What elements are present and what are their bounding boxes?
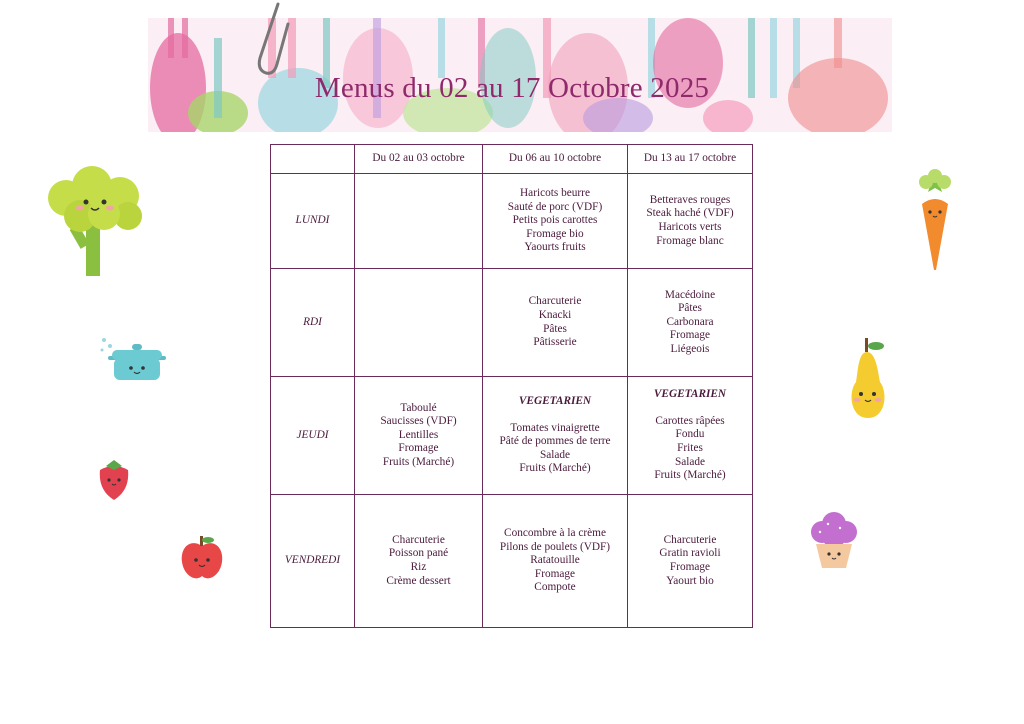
menu-item: Carottes râpées	[655, 414, 725, 427]
menu-item: Macédoine	[664, 288, 716, 301]
menu-item: Betteraves rouges	[649, 193, 731, 206]
menu-cell	[628, 377, 753, 495]
menu-item: Salade	[539, 448, 571, 461]
menu-cell	[628, 495, 753, 628]
menu-item: Fromage	[669, 329, 711, 342]
menu-item: Pâtes	[543, 322, 567, 335]
menu-item: Carbonara	[666, 315, 714, 328]
menu-item: Haricots beurre	[520, 187, 590, 200]
day-label: JEUDI	[271, 377, 355, 495]
menu-cell	[483, 269, 628, 377]
menu-item: Fromage	[398, 442, 439, 455]
menu-cell	[355, 174, 483, 269]
menu-item: Riz	[410, 561, 427, 573]
menu-item: Ratatouille	[530, 554, 580, 567]
table-row	[271, 269, 753, 377]
menu-cell	[355, 377, 483, 495]
day-label: VENDREDI	[271, 495, 355, 628]
menu-cell	[355, 269, 483, 377]
menu-item: Gratin ravioli	[659, 547, 721, 560]
day-label: LUNDI	[271, 174, 355, 269]
menu-item: Petits pois carottes	[512, 214, 598, 227]
menu-item: Crème dessert	[386, 574, 451, 587]
menu-table	[270, 144, 753, 628]
menu-item: Steak haché (VDF)	[646, 207, 734, 220]
header-cell-empty	[271, 145, 355, 174]
menu-item: Charcuterie	[392, 533, 445, 546]
menu-item: Liégeois	[670, 342, 710, 355]
menu-item: Frites	[677, 442, 703, 454]
menu-item: Fromage	[669, 561, 711, 573]
menu-item: Fromage	[534, 567, 576, 580]
menu-cell	[355, 495, 483, 628]
carrot-icon	[914, 166, 956, 274]
menu-item: Saucisses (VDF)	[380, 415, 457, 428]
page-title: Menus du 02 au 17 Octobre 2025	[314, 72, 710, 104]
menu-item: Concombre à la crème	[504, 527, 606, 540]
table-row	[271, 377, 753, 495]
day-label: RDI	[271, 269, 355, 377]
menu-cell	[483, 495, 628, 628]
header-cell-week-2: Du 06 au 10 octobre	[483, 145, 628, 174]
menu-item: Tomates vinaigrette	[510, 421, 600, 434]
vegetarian-tag: VEGETARIEN	[653, 388, 727, 401]
menu-item: Pilons de poulets (VDF)	[499, 540, 611, 553]
menu-item: Salade	[674, 455, 706, 468]
menu-item: Knacki	[538, 308, 572, 321]
menu-item: Fondu	[675, 428, 705, 441]
menu-item: Taboulé	[400, 401, 437, 414]
menu-item: Pâtisserie	[533, 336, 577, 349]
menu-item: Fruits (Marché)	[382, 455, 455, 468]
menu-item: Pâtes	[678, 302, 702, 315]
menu-item: Charcuterie	[528, 295, 582, 308]
menu-cell	[483, 174, 628, 269]
menu-item: Fromage bio	[526, 227, 584, 240]
cupcake-icon	[808, 510, 860, 570]
table-row	[271, 174, 753, 269]
paperclip-icon	[248, 0, 294, 80]
table-row	[271, 495, 753, 628]
menu-item: Lentilles	[398, 428, 439, 441]
menu-item: Fruits (Marché)	[654, 469, 726, 482]
broccoli-icon	[44, 166, 146, 278]
menu-item: Charcuterie	[663, 533, 717, 546]
menu-item: Yaourts fruits	[524, 241, 586, 254]
header-cell-week-3: Du 13 au 17 octobre	[628, 145, 753, 174]
menu-item: Fromage blanc	[656, 234, 724, 247]
menu-cell	[628, 269, 753, 377]
menu-cell	[483, 377, 628, 495]
menu-item: Haricots verts	[658, 221, 722, 233]
menu-item: Poisson pané	[388, 547, 449, 560]
strawberry-icon	[96, 456, 132, 502]
menu-cell	[628, 174, 753, 269]
menu-item: Sauté de porc (VDF)	[507, 200, 603, 213]
table-header-row	[271, 145, 753, 174]
menu-item: Pâté de pommes de terre	[499, 435, 611, 448]
cooking-pot-icon	[98, 334, 168, 382]
header-cell-week-1: Du 02 au 03 octobre	[355, 145, 483, 174]
menu-item: Fruits (Marché)	[519, 462, 591, 475]
pear-icon	[846, 336, 890, 422]
apple-icon	[180, 532, 224, 582]
vegetarian-tag: VEGETARIEN	[518, 395, 592, 408]
menu-item: Yaourt bio	[666, 574, 714, 587]
menu-item: Compote	[534, 581, 576, 594]
